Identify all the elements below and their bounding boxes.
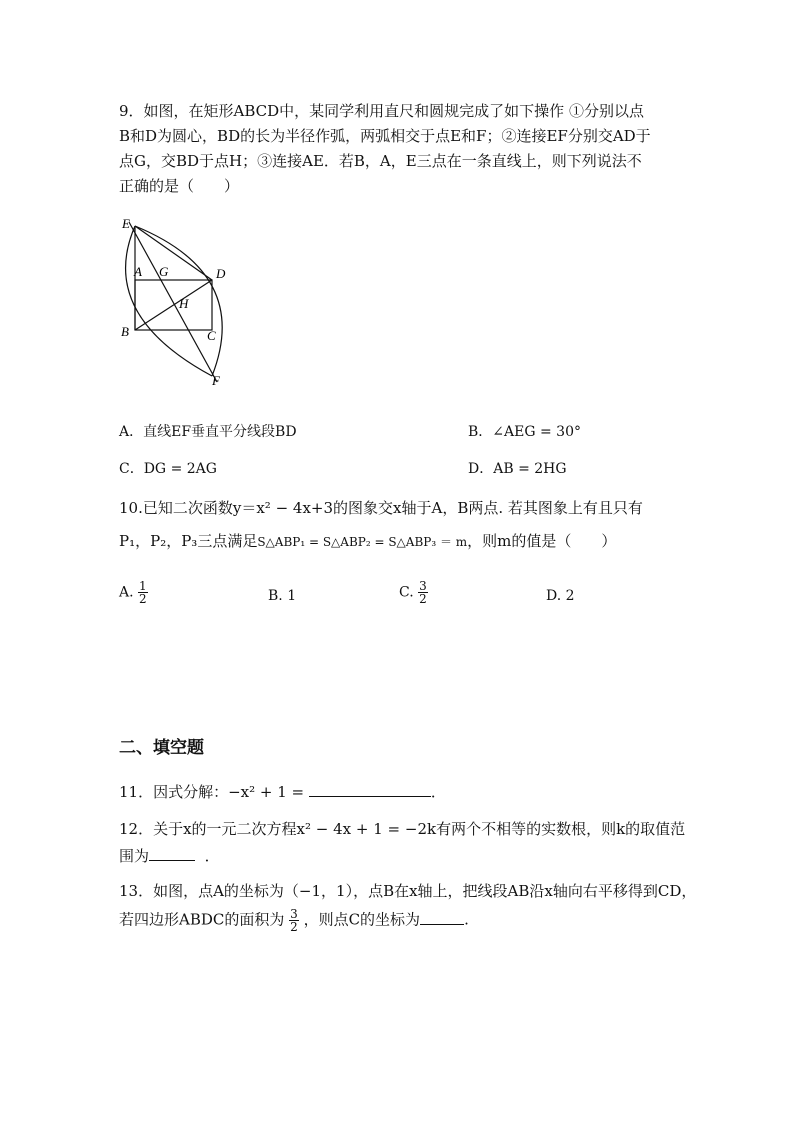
q11-end: ． [430, 783, 446, 801]
q10-option-a-numerator: 1 [139, 579, 147, 593]
q12-line-2-text: 围为 [119, 847, 150, 865]
q9-option-d: D．AB = 2HG [468, 461, 567, 477]
q10-option-a-fraction [138, 580, 148, 605]
q10-option-a [119, 580, 148, 605]
q9-option-a: A．直线EF垂直平分线段BD [119, 424, 297, 440]
q11-answer-blank[interactable] [309, 796, 431, 797]
q9-option-c: C．DG = 2AG [119, 461, 217, 477]
q10-option-c [399, 580, 428, 605]
q12-line-1: 12．关于x的一元二次方程x² − 4x + 1 = −2k有两个不相等的实数根，则k的取值范 [119, 820, 686, 838]
q10-area-formula: S△ABP₁ = S△ABP₂ = S△ABP₃ ＝ m [257, 535, 468, 549]
q9-line-2: B和D为圆心，BD的长为半径作弧，两弧相交于点E和F；②连接EF分别交AD于 [119, 127, 651, 145]
label-b: B [121, 324, 129, 339]
label-h: H [179, 296, 189, 311]
diagonal-bd [135, 280, 212, 330]
label-c: C [207, 328, 216, 343]
q12-answer-blank[interactable] [149, 860, 195, 861]
section-heading: 二、填空题 [119, 738, 204, 758]
q10-option-c-fraction [418, 580, 428, 605]
q13-line-1: 13．如图，点A的坐标为（−1，1），点B在x轴上，把线段AB沿x轴向右平移得到CD， [119, 882, 697, 900]
label-e: E [122, 216, 130, 231]
q9-line-1: 9．如图，在矩形ABCD中，某同学利用直尺和圆规完成了如下操作 ①分别以点 [119, 102, 644, 120]
q10-option-c-numerator: 3 [419, 579, 427, 593]
label-d: D [216, 266, 226, 281]
q10-line-2-pre: P₁，P₂，P₃三点满足 [119, 532, 258, 550]
q9-option-b: B．∠AEG = 30° [468, 424, 581, 440]
q13-answer-blank[interactable] [420, 924, 464, 925]
q12-line-2 [119, 845, 220, 866]
q13-line-2-pre: 若四边形ABDC的面积为 [119, 910, 285, 929]
label-a: A [134, 264, 142, 279]
q10-option-c-denominator: 2 [419, 592, 427, 606]
q9-geometry-figure [112, 214, 242, 389]
q13-fraction [289, 908, 299, 933]
arc-left [126, 226, 212, 376]
q13-end: . [464, 910, 469, 929]
q10-line-2-post: ，则m的值是（ ） [467, 532, 617, 550]
label-g: G [159, 264, 169, 279]
q10-line-1: 10.已知二次函数y＝x² − 4x+3的图象交x轴于A，B两点. 若其图象上有且只有 [119, 499, 643, 517]
q12-end: ． [204, 847, 220, 865]
q13-denominator: 2 [290, 920, 298, 934]
q10-option-d: D. 2 [546, 588, 575, 604]
q9-line-3: 点G，交BD于点H；③连接AE．若B，A，E三点在一条直线上，则下列说法不 [119, 152, 642, 170]
q10-option-b: B. 1 [268, 588, 297, 604]
q10-option-c-label: C. [399, 584, 414, 601]
q13-line-2-post: ，则点C的坐标为 [303, 910, 421, 929]
q10-line-2 [119, 530, 616, 551]
q10-option-a-denominator: 2 [139, 592, 147, 606]
q11-line [119, 781, 446, 802]
q13-numerator: 3 [290, 907, 298, 921]
q11-text: 11．因式分解：−x² + 1 = [119, 783, 305, 801]
label-f: F [212, 373, 220, 388]
q9-line-4: 正确的是（ ） [119, 177, 240, 195]
q13-line-2 [119, 908, 469, 933]
q10-option-a-label: A. [119, 584, 134, 601]
